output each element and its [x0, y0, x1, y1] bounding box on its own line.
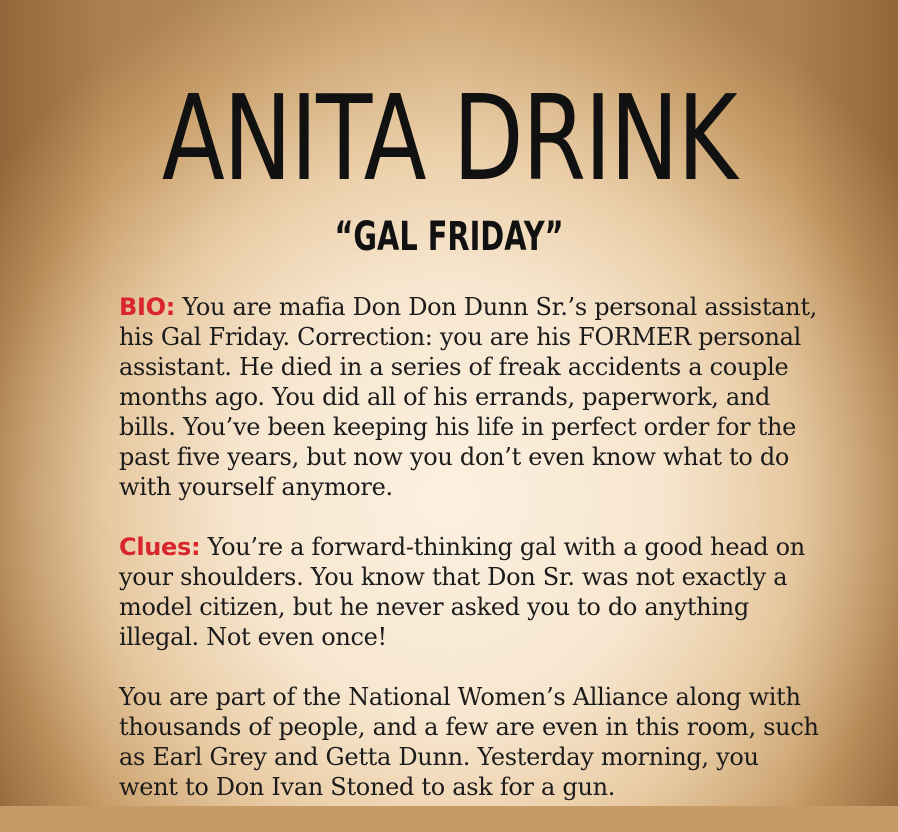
clues-paragraph	[119, 532, 819, 652]
bio-paragraph	[119, 292, 819, 502]
alliance-text: You are part of the National Women’s Alliance along with thousands of people, and a few are even in this room, such as Earl Grey and Getta Dunn. Yesterday morning, you went to Don Ivan Stoned to ask for a gun.	[119, 683, 819, 801]
character-nickname: “GAL FRIDAY”	[334, 214, 564, 260]
character-name-title: ANITA DRINK	[161, 69, 737, 207]
alliance-paragraph	[119, 682, 819, 802]
clues-text: You’re a forward-thinking gal with a good head on your shoulders. You know that Don Sr. was not exactly a model citizen, but he never asked you to do anything illegal. Not even once!	[119, 533, 805, 651]
bio-text: You are mafia Don Don Dunn Sr.’s personal assistant, his Gal Friday. Correction: you are his FORMER personal assistant. He died in a series of freak accidents a couple months ago. You did all of his errands, paperwork, and bills. You’ve been keeping his life in perfect order for the past five years, but now you don’t even know what to do with yourself anymore.	[119, 293, 817, 501]
clues-label: Clues:	[119, 533, 201, 561]
bio-label: BIO:	[119, 293, 176, 321]
character-sheet-body	[119, 292, 819, 832]
